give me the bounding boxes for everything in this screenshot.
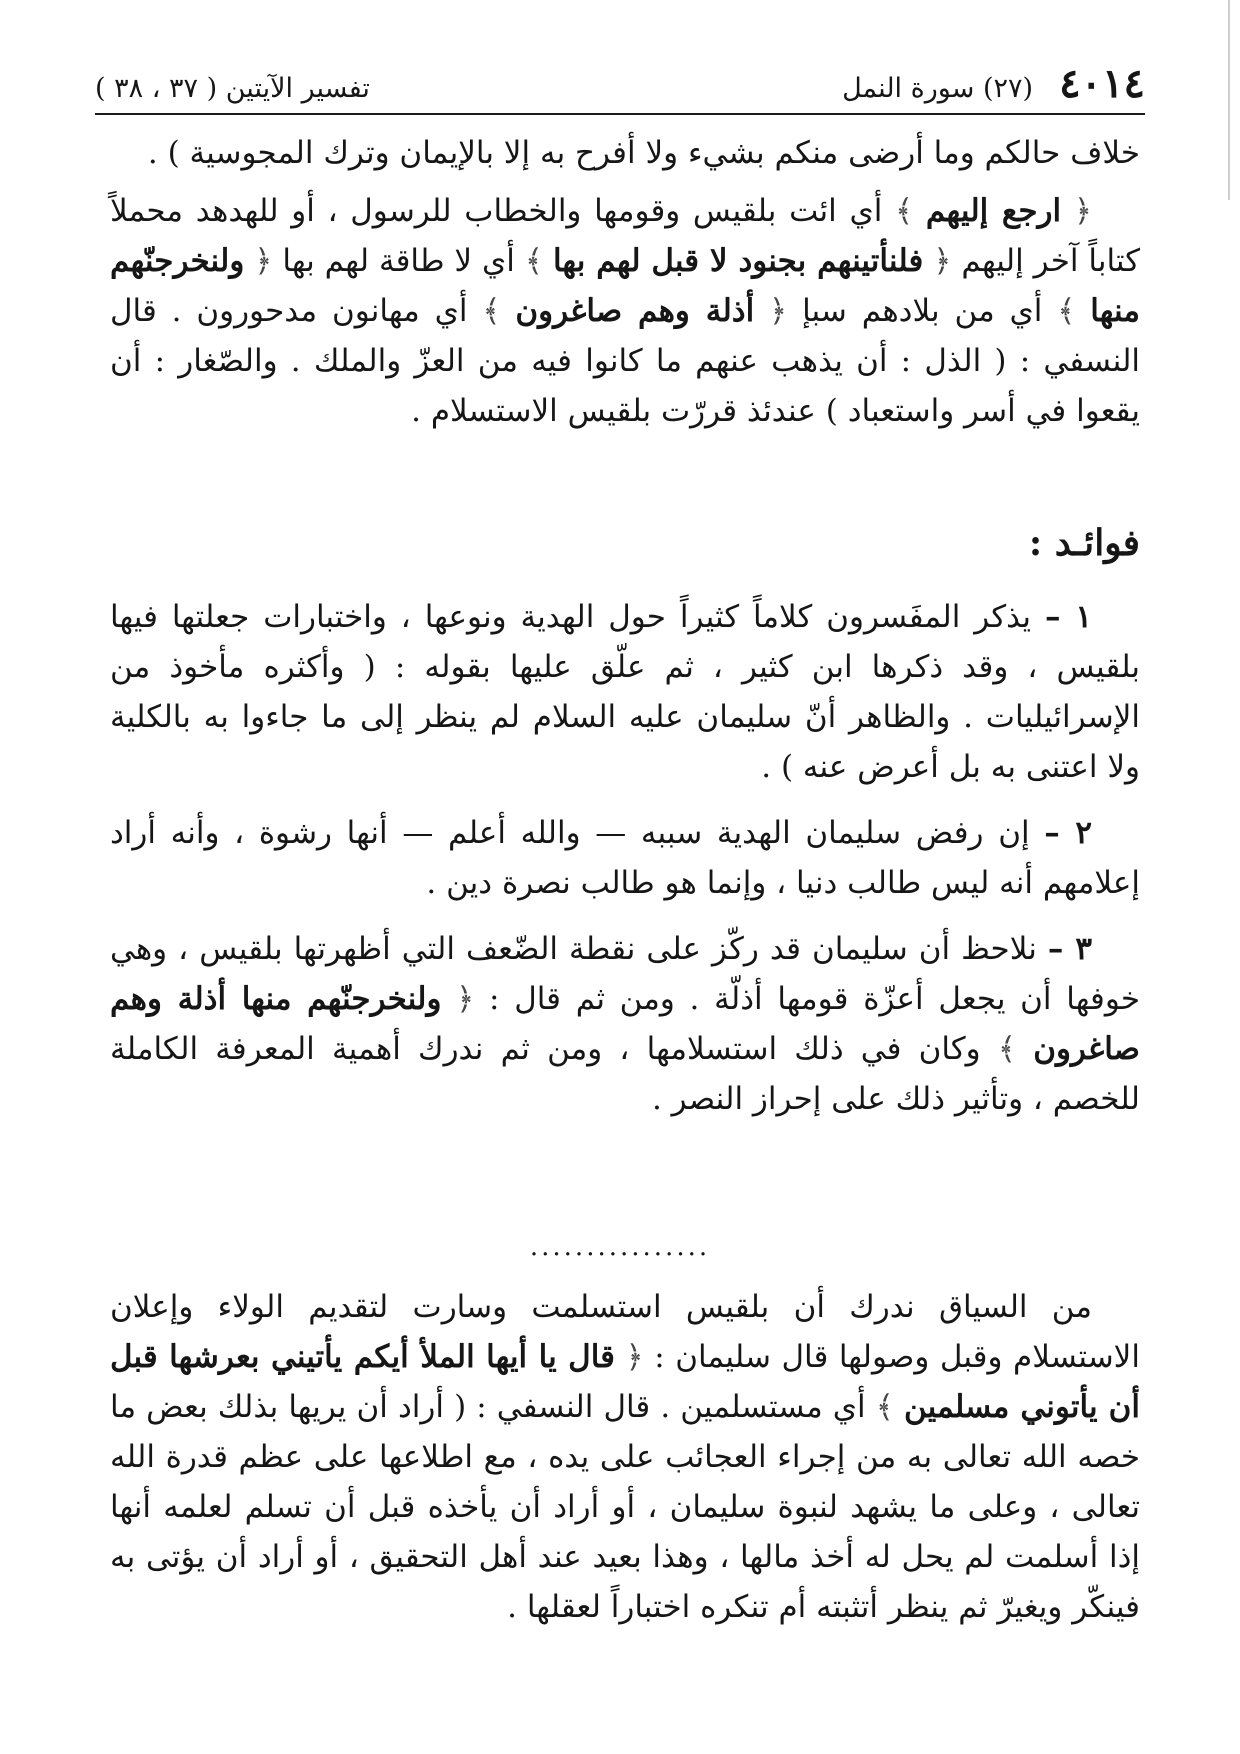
quran-phrase: قال يا أيها الملأ أيكم يأتيني بعرشها قبل أن يأتوني مسلمين: [110, 1339, 1141, 1425]
page-number: ٤٠١٤: [1059, 60, 1145, 107]
benefit-text: إن رفض سليمان الهدية سببه — والله أعلم — أنها رشوة ، وأنه أراد إعلامهم أنه ليس طالب دنيا ، وإنما هو طالب نصرة دين .: [110, 815, 1140, 901]
quran-phrase: فلنأتينهم بجنود لا قبل لهم بها: [552, 243, 924, 279]
commentary-text: أي مستسلمين . قال النسفي : ( أراد أن يريها بذلك بعض ما خصه الله تعالى به من إجراء العجائب على يده ، مع اطلاعها على عظم قدرة الله تعالى ، وعلى ما يشهد لنبوة سليمان ، أو أراد أن يأخذه قبل أن تسلم لعلمه أنها إذا أسلمت لم يحل له أخذ مالها ، وهذا بعيد عند أهل التحقيق ، أو أراد أن يؤتى به فينكّر ويغيرّ ثم ينظر أتثبته أم تنكره اختباراً لعقلها .: [110, 1389, 1140, 1625]
header-rule: [95, 113, 1145, 115]
commentary-text: أي من بلادهم سبإ: [802, 293, 1043, 329]
closing-section: [110, 1282, 1140, 1632]
surah-title: (٢٧) سورة النمل: [842, 73, 1034, 105]
benefit-text: نلاحظ أن سليمان قد ركّز على نقطة الضّعف التي أظهرتها بلقيس ، وهي خوفها أن يجعل أعزّة قومها أذلّة . ومن ثم قال :: [110, 931, 1140, 1017]
quran-phrase: أذلة وهم صاغرون: [515, 293, 755, 329]
quran-phrase: ارجع إليهم: [925, 193, 1062, 229]
commentary-text: من السياق ندرك أن بلقيس استسلمت وسارت لتقديم الولاء وإعلان الاستسلام وقبل وصولها قال سليمان :: [110, 1289, 1140, 1375]
quran-open-bracket: ﴿: [456, 981, 475, 1017]
benefit-1: [110, 592, 1140, 792]
quran-open-bracket: ﴿: [933, 243, 952, 279]
quran-close-bracket: ﴾: [1057, 293, 1076, 329]
quran-close-bracket: ﴾: [482, 293, 501, 329]
scan-edge-line: [1228, 0, 1230, 200]
tafsir-paragraph-2: [110, 186, 1140, 436]
commentary-text: أي ائت بلقيس وقومها والخطاب للرسول ، أو للهدهد محملاً كتاباً آخر إليهم: [110, 193, 1141, 279]
quran-phrase: ولنخرجنّهم منها: [110, 243, 1140, 329]
benefit-text: وكان في ذلك استسلامها ، ومن ثم ندرك أهمية المعرفة الكاملة للخصم ، وتأثير ذلك على إحراز النصر .: [110, 1031, 1140, 1117]
commentary-text: أي مهانون مدحورون . قال النسفي : ( الذل : أن يذهب عنهم ما كانوا فيه من العزّ والملك . والصّغار : أن يقعوا في أسر واستعباد ) عندئذ قررّت بلقيس الاستسلام .: [110, 293, 1140, 429]
quran-close-bracket: ﴾: [875, 1389, 894, 1425]
benefit-2: [110, 808, 1140, 908]
quran-open-bracket: ﴿: [769, 293, 788, 329]
benefit-3: [110, 924, 1140, 1124]
verses-title: تفسير الآيتين ( ٣٧ ، ٣٨ ): [95, 73, 370, 105]
quran-phrase: ولنخرجنّهم منها أذلة وهم صاغرون: [110, 981, 1141, 1067]
fawaid-heading: فوائـد :: [1028, 522, 1140, 564]
quran-close-bracket: ﴾: [895, 193, 914, 229]
benefit-text: يذكر المفَسرون كلاماً كثيراً حول الهدية ونوعها ، واختبارات جعلتها فيها بلقيس ، وقد ذكرها ابن كثير ، ثم علّق عليها بقوله : ( وأكثره مأخوذ من الإسرائيليات . والظاهر أنّ سليمان عليه السلام لم ينظر إلى ما جاءوا به بالكلية ولا اعتنى به بل أعرض عنه ) .: [110, 599, 1140, 785]
quran-close-bracket: ﴾: [997, 1031, 1016, 1067]
quran-close-bracket: ﴾: [524, 243, 544, 279]
commentary-text: أي لا طاقة لهم بها: [282, 243, 515, 279]
tafsir-section: [110, 128, 1140, 436]
benefit-number: ٢ –: [1044, 815, 1093, 851]
fawaid-section: [110, 592, 1140, 1124]
tafsir-paragraph-1: خلاف حالكم وما أرضى منكم بشيء ولا أفرح به إلا بالإيمان وترك المجوسية ) .: [147, 135, 1140, 171]
quran-open-bracket: ﴿: [1073, 193, 1093, 229]
quran-open-bracket: ﴿: [254, 243, 273, 279]
benefit-number: ٣ –: [1047, 931, 1093, 967]
quran-open-bracket: ﴿: [625, 1339, 644, 1375]
benefit-number: ١ –: [1044, 599, 1092, 635]
running-header: [95, 42, 1145, 107]
section-separator: ................: [529, 1232, 711, 1262]
header-right: [842, 60, 1145, 107]
closing-paragraph: [110, 1282, 1140, 1632]
